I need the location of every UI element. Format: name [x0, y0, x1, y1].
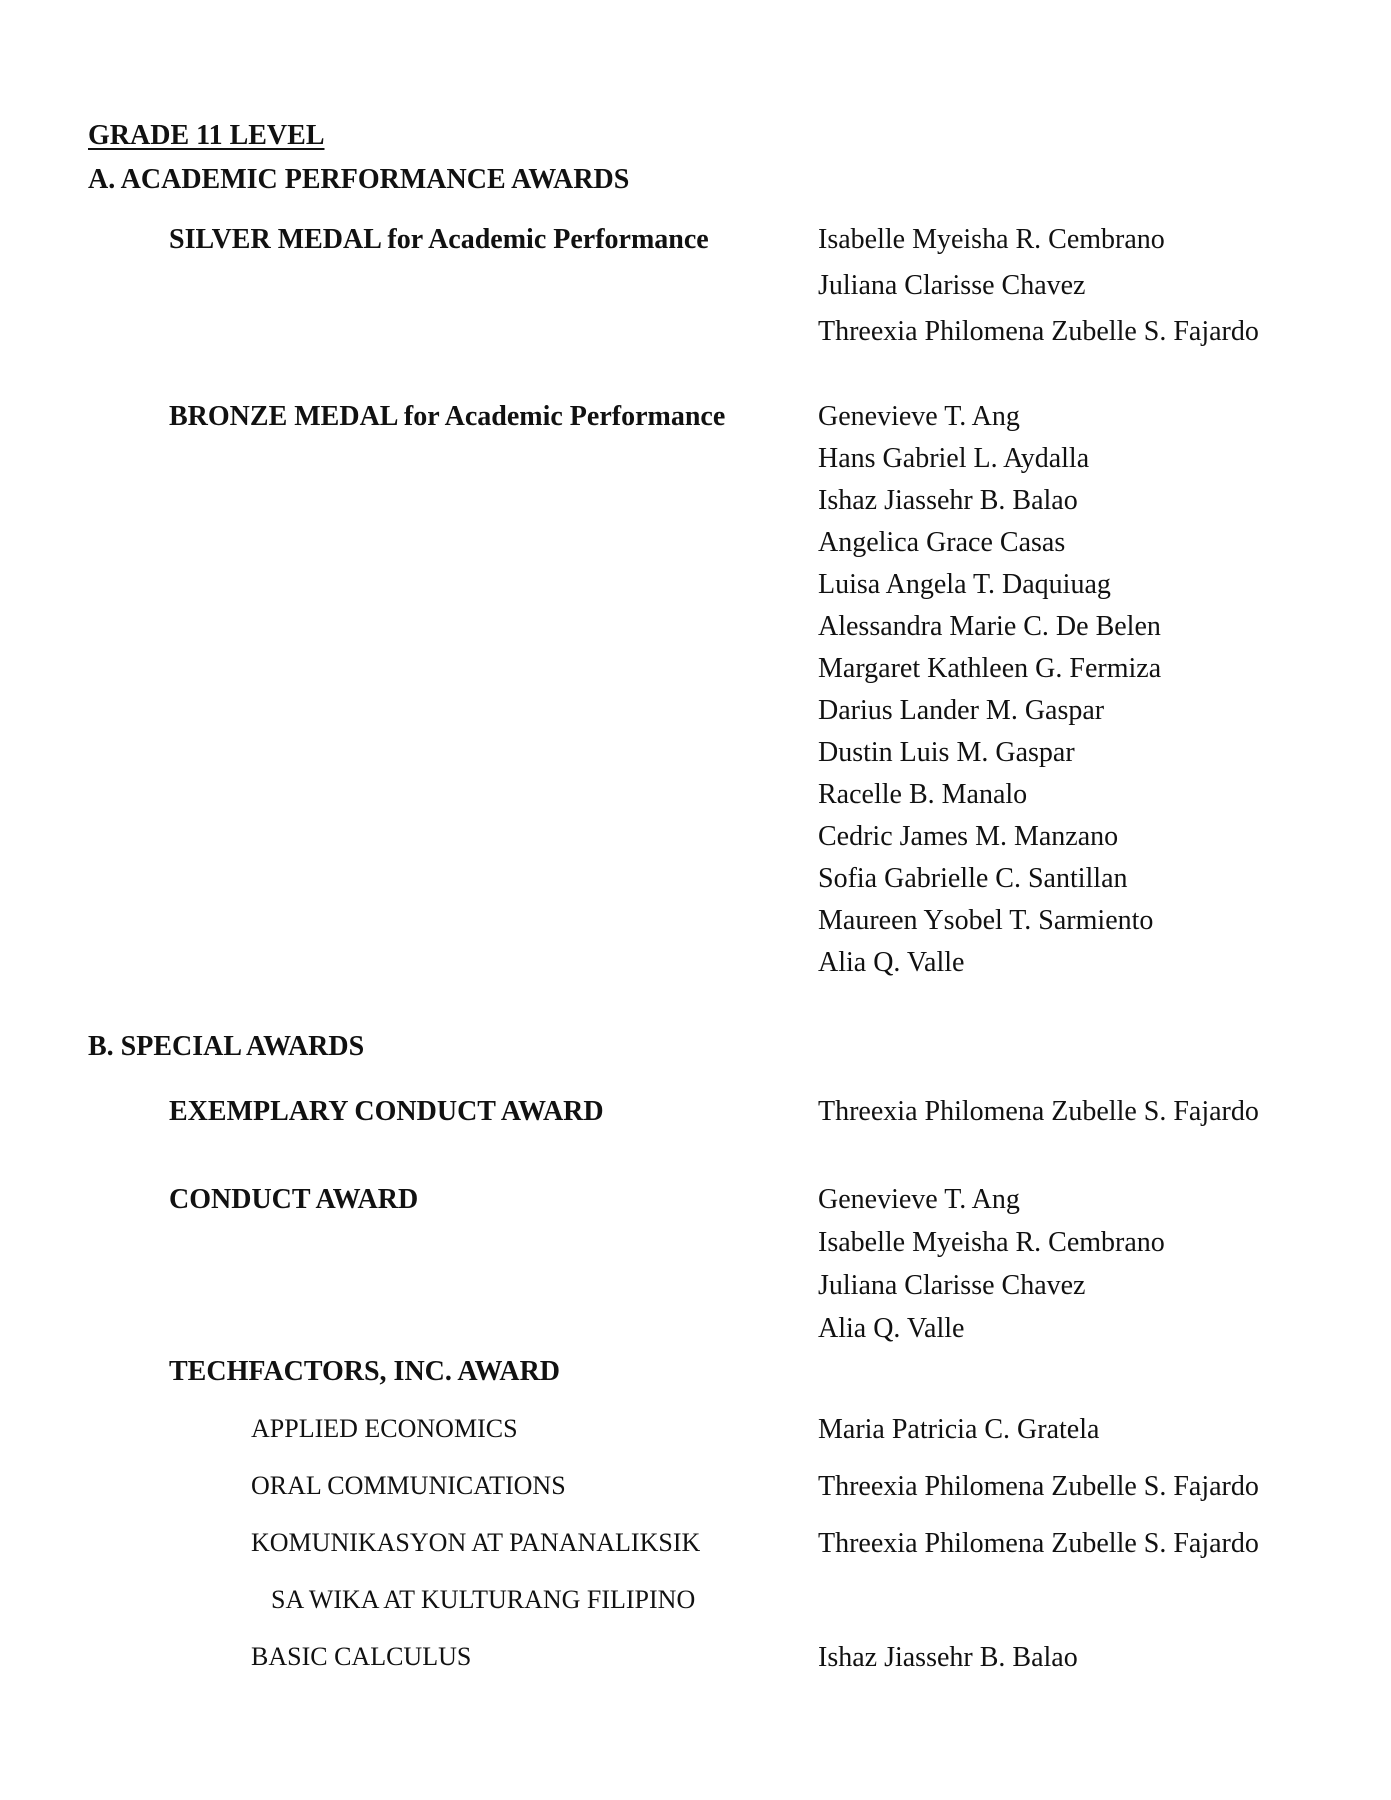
bronze-name: Darius Lander M. Gaspar: [818, 695, 1105, 726]
silver-name: Juliana Clarisse Chavez: [818, 270, 1086, 301]
bronze-name: Cedric James M. Manzano: [818, 821, 1119, 852]
techfactors-subject: APPLIED ECONOMICS: [251, 1414, 518, 1443]
bronze-name: Racelle B. Manalo: [818, 779, 1028, 810]
bronze-name: Alessandra Marie C. De Belen: [818, 611, 1161, 642]
exemplary-name: Threexia Philomena Zubelle S. Fajardo: [818, 1096, 1259, 1127]
conduct-name: Isabelle Myeisha R. Cembrano: [818, 1227, 1165, 1258]
bronze-name: Dustin Luis M. Gaspar: [818, 737, 1075, 768]
conduct-name: Genevieve T. Ang: [818, 1184, 1020, 1215]
bronze-name: Maureen Ysobel T. Sarmiento: [818, 905, 1154, 936]
silver-name: Isabelle Myeisha R. Cembrano: [818, 224, 1165, 255]
section-b-title: B. SPECIAL AWARDS: [88, 1031, 365, 1062]
techfactors-subject-continuation: SA WIKA AT KULTURANG FILIPINO: [271, 1585, 696, 1614]
techfactors-name: Maria Patricia C. Gratela: [818, 1414, 1100, 1445]
techfactors-name: Threexia Philomena Zubelle S. Fajardo: [818, 1471, 1259, 1502]
bronze-name: Luisa Angela T. Daquiuag: [818, 569, 1111, 600]
techfactors-name: Ishaz Jiassehr B. Balao: [818, 1642, 1078, 1673]
bronze-name: Alia Q. Valle: [818, 947, 965, 978]
level-heading: GRADE 11 LEVEL: [88, 120, 325, 151]
techfactors-award-label: TECHFACTORS, INC. AWARD: [169, 1356, 561, 1387]
techfactors-subject: KOMUNIKASYON AT PANANALIKSIK: [251, 1528, 701, 1557]
bronze-name: Ishaz Jiassehr B. Balao: [818, 485, 1078, 516]
bronze-name: Genevieve T. Ang: [818, 401, 1020, 432]
exemplary-conduct-label: EXEMPLARY CONDUCT AWARD: [169, 1096, 604, 1127]
section-a-title: A. ACADEMIC PERFORMANCE AWARDS: [88, 164, 630, 195]
silver-name: Threexia Philomena Zubelle S. Fajardo: [818, 316, 1259, 347]
bronze-name: Hans Gabriel L. Aydalla: [818, 443, 1090, 474]
bronze-name: Angelica Grace Casas: [818, 527, 1066, 558]
techfactors-subject: BASIC CALCULUS: [251, 1642, 472, 1671]
techfactors-name: Threexia Philomena Zubelle S. Fajardo: [818, 1528, 1259, 1559]
conduct-name: Juliana Clarisse Chavez: [818, 1270, 1086, 1301]
bronze-name: Margaret Kathleen G. Fermiza: [818, 653, 1162, 684]
techfactors-subject: ORAL COMMUNICATIONS: [251, 1471, 566, 1500]
bronze-medal-label: BRONZE MEDAL for Academic Performance: [169, 401, 726, 432]
conduct-award-label: CONDUCT AWARD: [169, 1184, 419, 1215]
conduct-name: Alia Q. Valle: [818, 1313, 965, 1344]
silver-medal-label: SILVER MEDAL for Academic Performance: [169, 224, 709, 255]
bronze-name: Sofia Gabrielle C. Santillan: [818, 863, 1128, 894]
